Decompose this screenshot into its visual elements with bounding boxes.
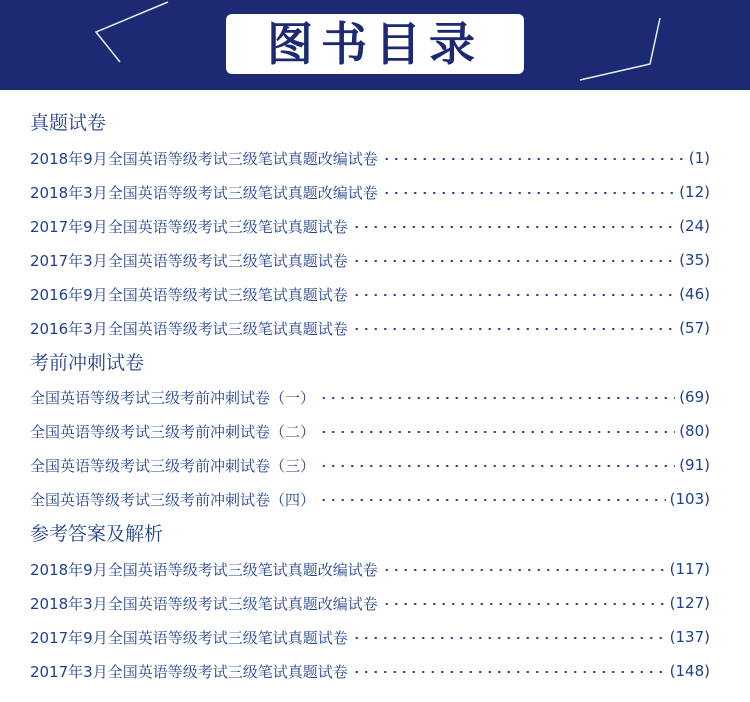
toc-entry[interactable]	[30, 245, 710, 275]
dot-leader	[382, 158, 685, 160]
section-heading-answers: 参考答案及解析	[30, 523, 164, 545]
toc-entry[interactable]	[30, 554, 710, 584]
toc-entry[interactable]	[30, 177, 710, 207]
page-title: 图书目录	[267, 17, 483, 71]
page-number: (12)	[679, 183, 710, 201]
page-number: (127)	[669, 594, 710, 612]
dot-leader	[352, 328, 675, 330]
entry-title: 2018年3月全国英语等级考试三级笔试真题改编试卷	[30, 594, 378, 613]
toc-entry[interactable]	[30, 382, 710, 412]
page-number: (46)	[679, 285, 710, 303]
toc-entry[interactable]	[30, 588, 710, 618]
entry-title: 全国英语等级考试三级考前冲刺试卷（三）	[30, 456, 316, 475]
dot-leader	[382, 192, 675, 194]
title-box	[226, 14, 524, 74]
entry-title: 2018年9月全国英语等级考试三级笔试真题改编试卷	[30, 149, 378, 168]
entry-title: 全国英语等级考试三级考前冲刺试卷（二）	[30, 422, 316, 441]
section-heading-mock-exams: 考前冲刺试卷	[30, 352, 145, 374]
dot-leader	[319, 431, 675, 433]
toc-entry[interactable]	[30, 484, 710, 514]
toc-entry[interactable]	[30, 313, 710, 343]
toc-entry[interactable]	[30, 622, 710, 652]
entry-title: 2017年9月全国英语等级考试三级笔试真题试卷	[30, 628, 348, 647]
page-number: (103)	[669, 490, 710, 508]
dot-leader	[352, 294, 675, 296]
toc-entry[interactable]	[30, 450, 710, 480]
dot-leader	[382, 569, 666, 571]
page-number: (80)	[679, 422, 710, 440]
entry-title: 全国英语等级考试三级考前冲刺试卷（一）	[30, 388, 316, 407]
toc-entry[interactable]	[30, 211, 710, 241]
entry-title: 2016年3月全国英语等级考试三级笔试真题试卷	[30, 319, 348, 338]
page-number: (117)	[669, 560, 710, 578]
page-number: (35)	[679, 251, 710, 269]
page-number: (24)	[679, 217, 710, 235]
dot-leader	[352, 671, 666, 673]
toc-entry[interactable]	[30, 416, 710, 446]
dot-leader	[319, 465, 675, 467]
entry-title: 2018年9月全国英语等级考试三级笔试真题改编试卷	[30, 560, 378, 579]
dot-leader	[319, 499, 666, 501]
toc-entry[interactable]	[30, 143, 710, 173]
section-heading-real-exams: 真题试卷	[30, 112, 107, 134]
dot-leader	[352, 637, 666, 639]
page-number: (137)	[669, 628, 710, 646]
entry-title: 2018年3月全国英语等级考试三级笔试真题改编试卷	[30, 183, 378, 202]
page-number: (57)	[679, 319, 710, 337]
page-number: (148)	[669, 662, 710, 680]
entry-title: 2016年9月全国英语等级考试三级笔试真题试卷	[30, 285, 348, 304]
dot-leader	[352, 226, 675, 228]
page-number: (1)	[688, 149, 710, 167]
page-number: (91)	[679, 456, 710, 474]
dot-leader	[382, 603, 666, 605]
page-number: (69)	[679, 388, 710, 406]
entry-title: 全国英语等级考试三级考前冲刺试卷（四）	[30, 490, 316, 509]
entry-title: 2017年3月全国英语等级考试三级笔试真题试卷	[30, 662, 348, 681]
entry-title: 2017年3月全国英语等级考试三级笔试真题试卷	[30, 251, 348, 270]
entry-title: 2017年9月全国英语等级考试三级笔试真题试卷	[30, 217, 348, 236]
toc-entry[interactable]	[30, 656, 710, 686]
dot-leader	[319, 397, 675, 399]
toc-entry[interactable]	[30, 279, 710, 309]
header-banner	[0, 0, 750, 90]
dot-leader	[352, 260, 675, 262]
